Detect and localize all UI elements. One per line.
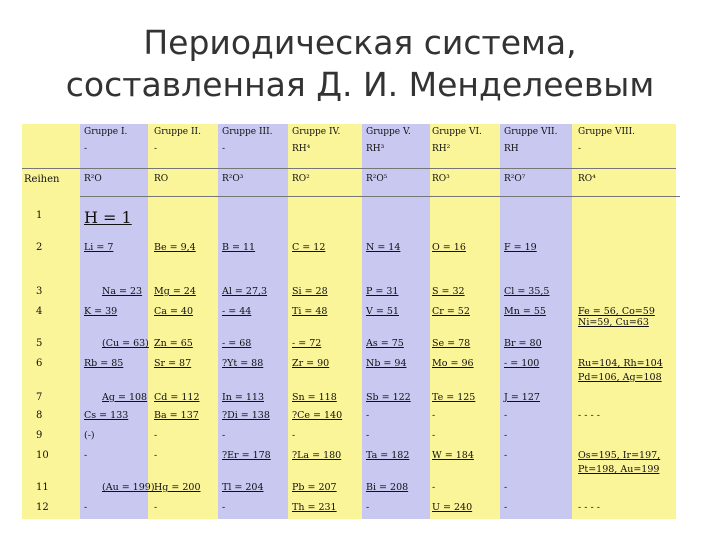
element-cell: Si = 28 xyxy=(292,286,328,297)
group-oxide: RO³ xyxy=(432,174,450,184)
group-name: Gruppe III. xyxy=(222,127,273,137)
element-cell: ?Er = 178 xyxy=(222,450,271,461)
element-cell: - = 100 xyxy=(504,358,540,369)
element-cell: C = 12 xyxy=(292,242,326,253)
element-cell: Zr = 90 xyxy=(292,358,330,369)
row-number: 7 xyxy=(36,392,43,403)
row-number: 8 xyxy=(36,410,43,421)
element-cell: P = 31 xyxy=(366,286,399,297)
element-cell: H = 1 xyxy=(84,208,132,227)
group-oxide: R²O⁵ xyxy=(366,174,388,184)
element-cell: - xyxy=(154,450,158,461)
element-cell: - xyxy=(222,502,226,513)
group-name: Gruppe V. xyxy=(366,127,411,137)
element-cell: Ag = 108 xyxy=(102,392,148,403)
element-cell: K = 39 xyxy=(84,306,118,317)
element-cell: U = 240 xyxy=(432,502,473,513)
element-cell: Cl = 35,5 xyxy=(504,286,550,297)
element-cell: - xyxy=(504,502,508,513)
row-number: 11 xyxy=(36,482,49,493)
element-cell: Cs = 133 xyxy=(84,410,129,421)
row-number: 6 xyxy=(36,358,43,369)
element-cell: B = 11 xyxy=(222,242,256,253)
group-oxide: R²O⁷ xyxy=(504,174,526,184)
element-cell: - xyxy=(432,482,436,493)
element-cell: Cr = 52 xyxy=(432,306,470,317)
element-cell: J = 127 xyxy=(504,392,540,403)
group-name: Gruppe I. xyxy=(84,127,128,137)
title-line-2: составленная Д. И. Менделеевым xyxy=(65,65,655,104)
element-cell: Cd = 112 xyxy=(154,392,200,403)
row-number: 2 xyxy=(36,242,43,253)
element-cell: Mo = 96 xyxy=(432,358,474,369)
reihen-label: Reihen xyxy=(24,174,60,185)
element-cell: V = 51 xyxy=(366,306,399,317)
element-cell: - xyxy=(366,410,370,421)
element-cell: Hg = 200 xyxy=(154,482,201,493)
group-hydride: RH⁴ xyxy=(292,144,311,154)
element-cell: Th = 231 xyxy=(292,502,337,513)
element-cell: Sb = 122 xyxy=(366,392,411,403)
element-cell: - xyxy=(504,450,508,461)
element-cell: Bi = 208 xyxy=(366,482,409,493)
title-line-1: Периодическая система, xyxy=(143,23,577,62)
element-cell: - xyxy=(504,410,508,421)
element-cell: Nb = 94 xyxy=(366,358,407,369)
element-cell: W = 184 xyxy=(432,450,474,461)
group-hydride: - xyxy=(84,144,88,154)
group-oxide: RO xyxy=(154,174,169,184)
element-cell: ?La = 180 xyxy=(292,450,342,461)
element-cell: - xyxy=(154,502,158,513)
element-cell: Mn = 55 xyxy=(504,306,546,317)
group-name: Gruppe II. xyxy=(154,127,201,137)
group-name: Gruppe IV. xyxy=(292,127,341,137)
group-oxide: RO² xyxy=(292,174,310,184)
element-cell: Sr = 87 xyxy=(154,358,192,369)
element-cell: - xyxy=(84,502,88,513)
element-cell: Ca = 40 xyxy=(154,306,194,317)
element-cell: - xyxy=(432,430,436,441)
element-cell: - xyxy=(222,430,226,441)
element-cell: - xyxy=(366,502,370,513)
element-cell: Ta = 182 xyxy=(366,450,410,461)
element-cell: Al = 27,3 xyxy=(222,286,268,297)
element-cell: Ru=104, Rh=104 xyxy=(578,358,663,369)
group-oxide: R²O³ xyxy=(222,174,244,184)
row-number: 10 xyxy=(36,450,49,461)
element-cell: - xyxy=(366,430,370,441)
row-number: 9 xyxy=(36,430,43,441)
row-number: 1 xyxy=(36,210,43,221)
element-cell: O = 16 xyxy=(432,242,466,253)
element-cell: Tl = 204 xyxy=(222,482,264,493)
element-cell: ?Ce = 140 xyxy=(292,410,343,421)
element-cell: Li = 7 xyxy=(84,242,114,253)
element-cell: (-) xyxy=(84,430,95,441)
group-hydride: RH² xyxy=(432,144,451,154)
group-hydride: - xyxy=(578,144,582,154)
element-cell: (Cu = 63) xyxy=(102,338,149,349)
element-cell: - = 44 xyxy=(222,306,252,317)
element-cell: Se = 78 xyxy=(432,338,471,349)
element-cell: Ba = 137 xyxy=(154,410,199,421)
element-cell: Na = 23 xyxy=(102,286,143,297)
element-cell: ?Di = 138 xyxy=(222,410,270,421)
element-cell: - xyxy=(154,430,158,441)
element-cell: Br = 80 xyxy=(504,338,542,349)
element-cell: - xyxy=(432,410,436,421)
group-oxide: R²O xyxy=(84,174,102,184)
element-cell: Pb = 207 xyxy=(292,482,337,493)
group-name: Gruppe VII. xyxy=(504,127,558,137)
element-cell-extra: Pt=198, Au=199 xyxy=(578,464,660,475)
group-hydride: RH³ xyxy=(366,144,385,154)
element-cell: Os=195, Ir=197, xyxy=(578,450,661,461)
element-cell: ?Yt = 88 xyxy=(222,358,264,369)
element-cell: Sn = 118 xyxy=(292,392,337,403)
row-number: 3 xyxy=(36,286,43,297)
element-cell: Ti = 48 xyxy=(292,306,328,317)
element-cell: - xyxy=(504,482,508,493)
element-cell: - - - - xyxy=(578,410,600,421)
header-rule xyxy=(22,168,676,169)
element-cell: Be = 9,4 xyxy=(154,242,196,253)
slide-title xyxy=(0,22,720,106)
element-cell: - = 68 xyxy=(222,338,252,349)
element-cell: As = 75 xyxy=(366,338,404,349)
row-number: 12 xyxy=(36,502,49,513)
row-number: 5 xyxy=(36,338,43,349)
element-cell: (Au = 199) xyxy=(102,482,155,493)
element-cell: N = 14 xyxy=(366,242,401,253)
group-oxide: RO⁴ xyxy=(578,174,596,184)
element-cell: Mg = 24 xyxy=(154,286,196,297)
group-name: Gruppe VI. xyxy=(432,127,482,137)
element-cell: In = 113 xyxy=(222,392,265,403)
element-cell: Rb = 85 xyxy=(84,358,124,369)
header-rule xyxy=(80,196,680,197)
element-cell: - = 72 xyxy=(292,338,322,349)
element-cell: - - - - xyxy=(578,502,600,513)
element-cell: Fe = 56, Co=59 xyxy=(578,306,655,317)
element-cell: Zn = 65 xyxy=(154,338,193,349)
element-cell: S = 32 xyxy=(432,286,465,297)
element-cell: - xyxy=(292,430,296,441)
element-cell-extra: Ni=59, Cu=63 xyxy=(578,317,649,328)
element-cell: F = 19 xyxy=(504,242,537,253)
element-cell-extra: Pd=106, Ag=108 xyxy=(578,372,662,383)
element-cell: - xyxy=(504,430,508,441)
group-hydride: - xyxy=(154,144,158,154)
group-hydride: - xyxy=(222,144,226,154)
periodic-table xyxy=(22,124,676,519)
element-cell: Te = 125 xyxy=(432,392,476,403)
group-hydride: RH xyxy=(504,144,519,154)
element-cell: - xyxy=(84,450,88,461)
group-name: Gruppe VIII. xyxy=(578,127,636,137)
row-number: 4 xyxy=(36,306,43,317)
